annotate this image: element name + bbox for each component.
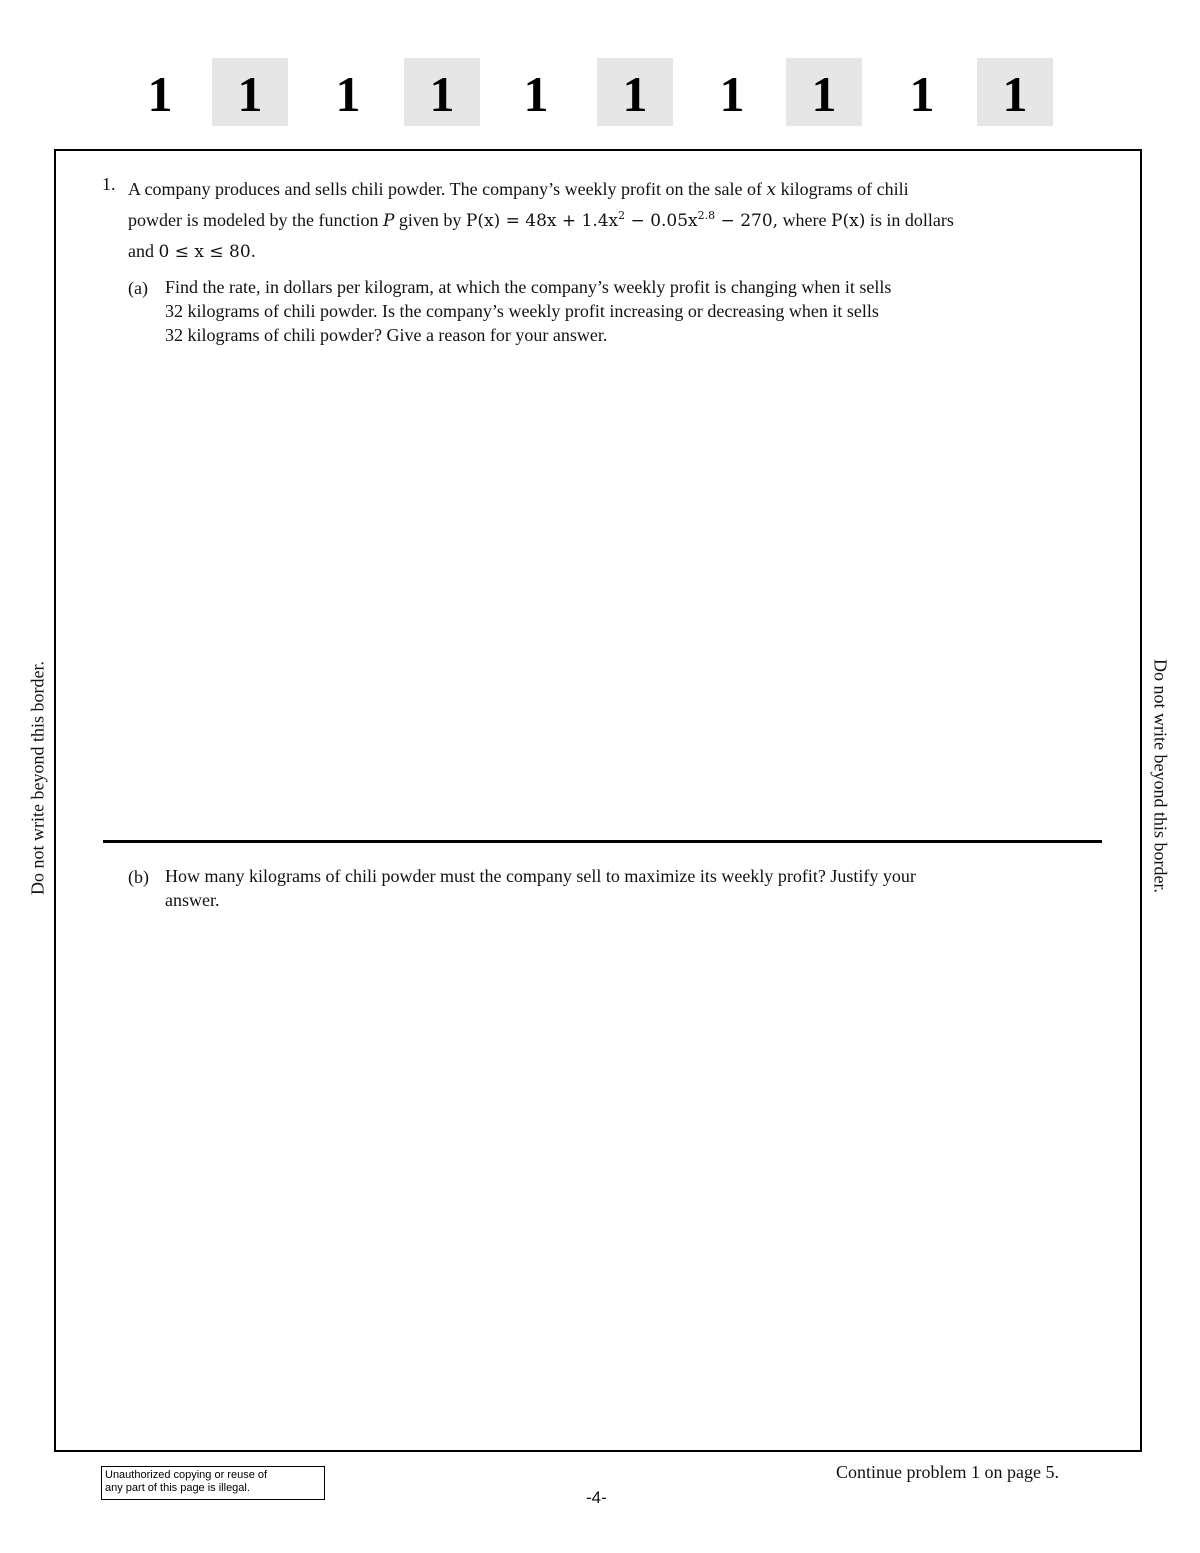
section-digit: 1 [335, 66, 361, 122]
part-b-line: How many kilograms of chili powder must the company sell to maximize its weekly profit? Justify your [165, 866, 916, 886]
question-number: 1. [102, 174, 116, 194]
border-warning-left: Do not write beyond this border. [27, 661, 48, 895]
part-b-label: (b) [128, 867, 149, 887]
prompt-text: given by [398, 210, 462, 230]
section-digit: 1 [909, 66, 935, 122]
domain-constraint: 0 ≤ x ≤ 80. [158, 242, 257, 262]
part-b-prompt [165, 864, 1085, 912]
section-digit: 1 [977, 58, 1053, 126]
prompt-text: is in dollars [869, 210, 954, 230]
continue-note: Continue problem 1 on page 5. [836, 1462, 1059, 1482]
section-number-strip [0, 58, 1200, 126]
part-divider [103, 840, 1102, 843]
page-number: -4- [586, 1488, 607, 1507]
part-b-line: answer. [165, 890, 220, 910]
prompt-text: where [782, 210, 827, 230]
section-digit: 1 [597, 58, 673, 126]
copyright-line: Unauthorized copying or reuse of [105, 1469, 268, 1481]
section-digit: 1 [212, 58, 288, 126]
prompt-text: powder is modeled by the function [128, 210, 379, 230]
part-a-line: 32 kilograms of chili powder? Give a reason for your answer. [165, 325, 608, 345]
question-prompt [128, 174, 1108, 267]
prompt-text: and [128, 241, 154, 261]
part-a-line: 32 kilograms of chili powder. Is the company’s weekly profit increasing or decreasing when it sells [165, 301, 879, 321]
section-digit: 1 [786, 58, 862, 126]
variable-x: x [766, 180, 777, 200]
section-digit: 1 [523, 66, 549, 122]
section-digit: 1 [404, 58, 480, 126]
profit-formula: $P(x) = 48x + 1.4x^2 - 0.05x^{2.8} - 270$, [465, 209, 779, 231]
variable-p: P [382, 211, 395, 231]
part-a-label: (a) [128, 278, 148, 298]
border-warning-right: Do not write beyond this border. [1150, 659, 1171, 893]
section-digit: 1 [147, 66, 173, 122]
prompt-text: A company produces and sells chili powder. The company’s weekly profit on the sale of [128, 179, 763, 199]
copyright-line: any part of this page is illegal. [105, 1482, 250, 1494]
part-a-prompt [165, 275, 1085, 347]
part-a-line: Find the rate, in dollars per kilogram, at which the company’s weekly profit is changing when it sells [165, 277, 892, 297]
prompt-text: kilograms of chili [780, 179, 909, 199]
section-digit: 1 [719, 66, 745, 122]
copyright-notice [101, 1466, 325, 1500]
profit-function-symbol: P(x) [831, 211, 866, 231]
